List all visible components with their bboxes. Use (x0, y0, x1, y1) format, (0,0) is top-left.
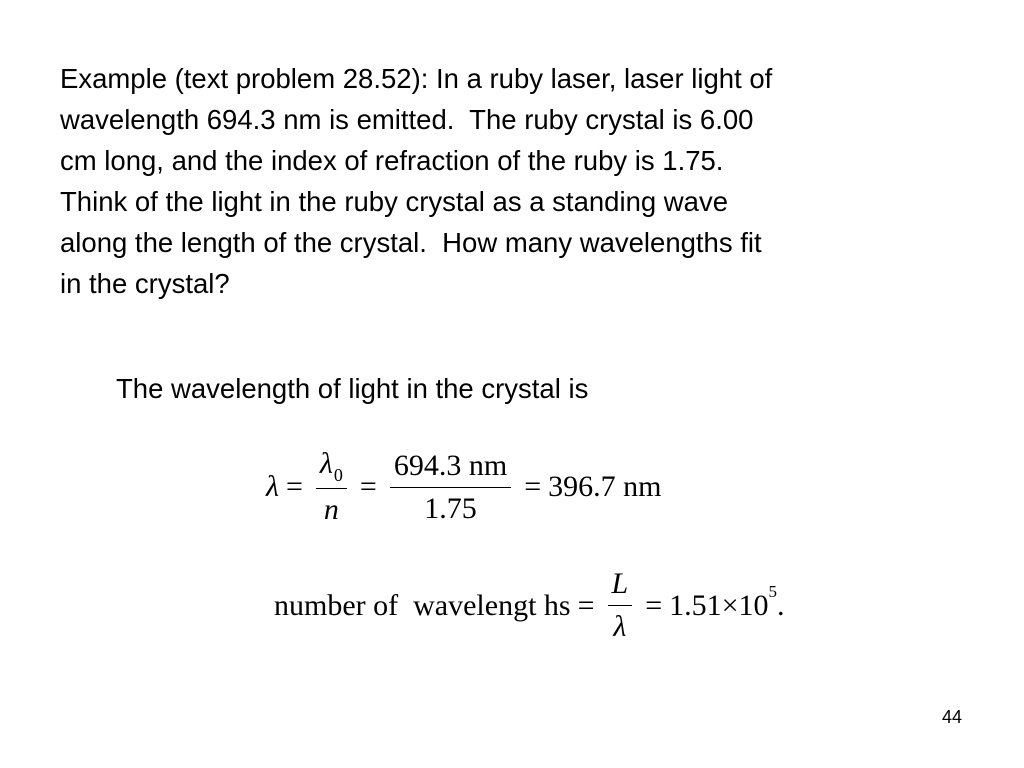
subscript-zero: 0 (333, 465, 343, 485)
equals-sign: = (577, 588, 595, 622)
index-value: 1.75 (424, 491, 477, 525)
result-mantissa: 1.51 (669, 588, 722, 622)
index-n: n (323, 493, 339, 526)
vacuum-wavelength: 694.3 nm (393, 448, 508, 482)
equals-sign: = (359, 470, 377, 503)
crystal-wavelength-result: 396.7 nm (548, 470, 662, 503)
fraction-lambda0-over-n (316, 446, 347, 528)
lambda-symbol: λ (266, 470, 279, 503)
problem-line: cm long, and the index of refraction of the ruby is 1.75. (60, 145, 724, 176)
fraction-wavelength-over-index (390, 448, 511, 527)
lambda-symbol: λ (613, 610, 627, 643)
problem-line: Think of the light in the ruby crystal as a standing wave (60, 186, 728, 217)
page-number: 44 (941, 707, 962, 727)
wavelength-equation (266, 446, 661, 528)
times-sign: × (721, 588, 739, 622)
problem-line: along the length of the crystal. How many wavelengths fit (60, 227, 762, 258)
problem-line: Example (text problem 28.52): In a ruby laser, laser light of (60, 63, 773, 94)
length-L: L (611, 567, 629, 600)
lambda-symbol: λ (319, 447, 333, 480)
problem-line: in the crystal? (60, 268, 230, 299)
equals-sign: = (286, 470, 303, 503)
problem-statement (60, 58, 980, 304)
number-of-wavelengths-label: number of wavelengt hs (274, 588, 571, 622)
result-base: 10 (738, 588, 769, 622)
fraction-L-over-lambda (608, 566, 633, 645)
equals-sign: = (524, 470, 542, 503)
wavelength-count-equation (274, 566, 785, 645)
equals-sign: = (645, 588, 663, 622)
problem-line: wavelength 694.3 nm is emitted. The ruby crystal is 6.00 (60, 104, 754, 135)
period: . (777, 588, 785, 622)
result-exponent: 5 (768, 581, 778, 601)
intro-text: The wavelength of light in the crystal is (116, 373, 589, 404)
